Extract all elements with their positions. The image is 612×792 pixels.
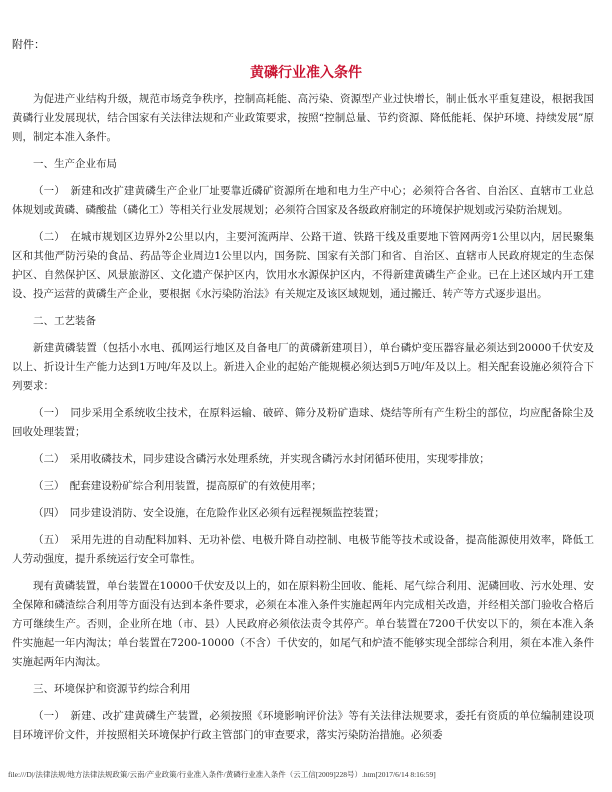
equipment-clause-4: （四） 同步建设消防、安全设施，在危险作业区必须有远程视频监控装置； <box>33 507 385 519</box>
intro-paragraph: 为促进产业结构升级，规范市场竞争秩序，控制高耗能、高污染、资源型产业过快增长，制止低水平重复建设，根据我国黄磷行业发展现状，结合国家有关法律法规和产业政策要求，按照“控制总量、节约资源、降低能耗、保护环境、持续发展”原则，制定本准入条件。 <box>12 93 594 143</box>
layout-clause-2: （二） 在城市规划区边界外2公里以内，主要河流两岸、公路干道、铁路干线及重要地下管网两旁1公里以内，居民聚集区和其他严防污染的食品、药品等企业周边1公里以内，国务院、国家有关部门和省、自治区、直辖市人民政府规定的生态保护区、自然保护区、风景旅游区、文化遗产保护区内，饮用水水源保护区内，不得新建黄磷生产企业。已在上述区域内开工建设、投产运营的黄磷生产企业，要根据《水污染防治法》有关规定及该区域规划，通过搬迁、转产等方式逐步退出。 <box>12 231 594 300</box>
equipment-clause-5: （五） 采用先进的自动配料加料、无功补偿、电极升降自动控制、电极节能等技术或设备，提高能源使用效率，降低工人劳动强度，提升系统运行安全可靠性。 <box>12 534 594 565</box>
layout-clause-1: （一） 新建和改扩建黄磷生产企业厂址要靠近磷矿资源所在地和电力生产中心；必须符合各省、自治区、直辖市工业总体规划或黄磷、磷酸盐（磷化工）等相关行业发展规划；必须符合国家及各级政府制定的环境保护规划或污染防治规划。 <box>12 185 594 216</box>
section-heading-layout: 一、生产企业布局 <box>33 158 117 170</box>
existing-equipment-paragraph: 现有黄磷装置，单台装置在10000千伏安及以上的，如在原料粉尘回收、能耗、尾气综合利用、泥磷回收、污水处理、安全保障和磷渣综合利用等方面没有达到本条件要求，必须在本准入条件实施起两年内完成相关改造，并经相关部门验收合格后方可继续生产。否则，企业所在地（市、县）人民政府必须依法责令其停产。单台装置在7200千伏安以下的，须在本准入条件实施起一年内淘汰；单台装置在7200-10000（不含）千伏安的，如尾气和炉渣不能够实现全部综合利用，须在本准入条件实施起两年内淘汰。 <box>12 580 594 668</box>
equipment-intro: 新建黄磷装置（包括小水电、孤网运行地区及自备电厂的黄磷新建项目），单台磷炉变压器容量必须达到20000千伏安及以上、折设计生产能力达到1万吨/年及以上。新进入企业的起始产能规模必须达到5万吨/年及以上。相关配套设施必须符合下列要求： <box>12 342 594 392</box>
equipment-clause-2: （二） 采用收磷技术，同步建设含磷污水处理系统，并实现含磷污水封闭循环使用，实现零排放； <box>33 453 490 465</box>
section-heading-equipment: 二、工艺装备 <box>33 315 96 327</box>
document-body <box>12 90 594 753</box>
section-heading-environment: 三、环境保护和资源节约综合利用 <box>33 683 191 695</box>
equipment-clause-1: （一） 同步采用全系统收尘技术，在原料运输、破碎、筛分及粉矿造球、烧结等所有产生粉尘的部位，均应配备除尘及回收处理装置； <box>12 407 594 438</box>
environment-clause-1: （一） 新建、改扩建黄磷生产装置，必须按照《环境影响评价法》等有关法律法规要求，委托有资质的单位编制建设项目环境评价文件，并按照相关环境保护行政主管部门的审查要求，落实污染防治措施。必须委 <box>12 710 594 741</box>
document-title: 黄磷行业准入条件 <box>250 65 362 81</box>
attachment-label: 附件： <box>12 38 45 51</box>
equipment-clause-3: （三） 配套建设粉矿综合利用装置，提高原矿的有效使用率； <box>33 480 322 492</box>
file-path-footer: file:///D|/法律法规/地方法律法规政策/云南/产业政策/行业准入条件/黄磷行业准入条件（云工信[2009]228号）.htm[2017/6/14 8:16:59] <box>8 770 436 779</box>
